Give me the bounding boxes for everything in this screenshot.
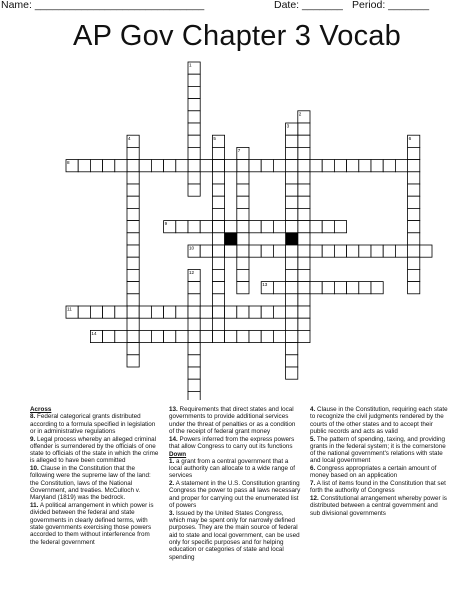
grid-cell[interactable] (127, 318, 139, 330)
grid-cell[interactable] (127, 257, 139, 269)
clue-across-10: 10. Clause in the Constitution that the following were the supreme law of the land: the Constitution, laws of the National Government, and treaties. McCulloch v. Maryland (1819) was the bedrock. (30, 465, 151, 502)
grid-cell[interactable] (408, 257, 420, 269)
clue-number-3: 3 (286, 123, 290, 129)
grid-cell[interactable] (225, 221, 237, 233)
grid-cell[interactable] (334, 245, 346, 257)
grid-cell[interactable] (188, 111, 200, 123)
grid-cell[interactable] (322, 282, 334, 294)
grid-cell[interactable] (212, 330, 224, 342)
grid-cell[interactable] (249, 245, 261, 257)
grid-cell[interactable] (127, 343, 139, 355)
grid-cell[interactable] (188, 135, 200, 147)
grid-cell[interactable] (286, 221, 298, 233)
clue-across-8: 8. Federal categorical grants distributed according to a formula specified in legislation or in administrative regulations (30, 413, 156, 435)
grid-cell[interactable] (237, 306, 249, 318)
grid-cell[interactable] (286, 367, 298, 379)
grid-cell[interactable] (322, 160, 334, 172)
grid-cell[interactable] (212, 208, 224, 220)
grid-cell[interactable] (90, 306, 102, 318)
grid-cell[interactable] (188, 355, 200, 367)
grid-cell[interactable] (237, 184, 249, 196)
grid-cell[interactable] (237, 221, 249, 233)
grid-cell[interactable] (176, 221, 188, 233)
grid-cell[interactable] (188, 99, 200, 111)
grid-cell[interactable] (286, 208, 298, 220)
grid-cell[interactable] (408, 196, 420, 208)
grid-cell[interactable] (151, 160, 163, 172)
grid-cell[interactable] (347, 245, 359, 257)
grid-cell[interactable] (212, 221, 224, 233)
across-heading: Across (30, 406, 52, 413)
grid-cell[interactable] (176, 160, 188, 172)
grid-cell[interactable] (298, 233, 310, 245)
grid-cell[interactable] (127, 147, 139, 159)
grid-cell[interactable] (237, 282, 249, 294)
clue-across-13: 13. Requirements that direct states and local governments to provide additional services under the threat of penalties or as a condition of the receipt of federal grant money (169, 406, 296, 435)
grid-cell[interactable] (188, 172, 200, 184)
grid-cell[interactable] (286, 184, 298, 196)
grid-cell[interactable] (310, 282, 322, 294)
grid-cell[interactable] (237, 172, 249, 184)
date-field[interactable]: Date: _______ (274, 0, 343, 11)
grid-cell[interactable] (395, 245, 407, 257)
clue-down-1: 1. a grant from a central government that a local authority can allocate to a wide range of services (169, 457, 296, 480)
grid-cell[interactable] (261, 160, 273, 172)
clue-across-9: 9. Legal process whereby an alleged criminal offender is surrendered by the officials of one state to officials of the state in which the crime is alleged to have been committed (30, 435, 159, 465)
grid-cell[interactable] (139, 306, 151, 318)
grid-cell[interactable] (273, 245, 285, 257)
grid-cell[interactable] (298, 282, 310, 294)
clue-number-12: 12 (189, 270, 195, 275)
grid-cell[interactable] (188, 74, 200, 86)
page-title: AP Gov Chapter 3 Vocab (73, 20, 401, 52)
grid-cell[interactable] (127, 330, 139, 342)
grid-cell[interactable] (127, 294, 139, 306)
grid-cell[interactable] (286, 269, 298, 281)
grid-cell[interactable] (334, 160, 346, 172)
grid-cell[interactable] (237, 330, 249, 342)
grid-cell[interactable] (200, 330, 212, 342)
grid-cell[interactable] (212, 269, 224, 281)
clue-number-10: 10 (189, 245, 195, 251)
clue-down-3: 3. Issued by the United States Congress, which may be spent only for narrowly defined purposes. They are the main source of federal aid to state and local government, can be used only for specific purposes and for helping education or categories of state and local spending (169, 509, 300, 561)
grid-cell[interactable] (334, 221, 346, 233)
grid-cell[interactable] (212, 306, 224, 318)
grid-cell[interactable] (212, 233, 224, 245)
grid-cell[interactable] (298, 318, 310, 330)
grid-cell[interactable] (188, 367, 200, 379)
grid-cell[interactable] (212, 196, 224, 208)
grid-cell[interactable] (408, 269, 420, 281)
grid-cell[interactable] (212, 318, 224, 330)
grid-cell[interactable] (322, 245, 334, 257)
grid-cell[interactable] (127, 355, 139, 367)
grid-cell[interactable] (200, 245, 212, 257)
clues-column-1 (30, 406, 160, 546)
grid-cell[interactable] (408, 208, 420, 220)
grid-cell[interactable] (188, 343, 200, 355)
grid-cell[interactable] (127, 172, 139, 184)
grid-cell[interactable] (310, 245, 322, 257)
grid-cell[interactable] (127, 196, 139, 208)
grid-cell[interactable] (273, 306, 285, 318)
grid-cell[interactable] (237, 245, 249, 257)
grid-cell[interactable] (286, 343, 298, 355)
grid-cell[interactable] (408, 184, 420, 196)
grid-cell[interactable] (188, 294, 200, 306)
grid-cell[interactable] (298, 294, 310, 306)
grid-cell[interactable] (359, 282, 371, 294)
grid-cell[interactable] (310, 221, 322, 233)
grid-cell[interactable] (261, 306, 273, 318)
grid-cell[interactable] (359, 245, 371, 257)
grid-cell[interactable] (298, 123, 310, 135)
grid-cell[interactable] (237, 269, 249, 281)
grid-cell[interactable] (408, 245, 420, 257)
grid-cell[interactable] (188, 306, 200, 318)
grid-cell[interactable] (103, 330, 115, 342)
grid-cell[interactable] (371, 245, 383, 257)
grid-cell[interactable] (127, 233, 139, 245)
grid-cell[interactable] (200, 221, 212, 233)
grid-cell[interactable] (286, 196, 298, 208)
grid-cell[interactable] (188, 86, 200, 98)
grid-cell[interactable] (212, 147, 224, 159)
grid-cell[interactable] (322, 221, 334, 233)
grid-cell[interactable] (298, 221, 310, 233)
period-field[interactable]: Period: _______ (352, 0, 430, 11)
grid-cell[interactable] (298, 172, 310, 184)
grid-cell[interactable] (176, 330, 188, 342)
grid-cell[interactable] (273, 221, 285, 233)
grid-cell[interactable] (261, 245, 273, 257)
grid-cell[interactable] (127, 269, 139, 281)
grid-cell[interactable] (286, 355, 298, 367)
grid-cell[interactable] (286, 257, 298, 269)
grid-cell[interactable] (261, 221, 273, 233)
grid-cell[interactable] (212, 160, 224, 172)
grid-cell[interactable] (200, 306, 212, 318)
grid-cell[interactable] (127, 221, 139, 233)
grid-cell[interactable] (359, 160, 371, 172)
grid-cell[interactable] (298, 135, 310, 147)
clue-down-7: 7. A list of items found in the Constitution that set forth the authority of Congress (310, 480, 446, 495)
grid-cell[interactable] (273, 160, 285, 172)
grid-cell[interactable] (286, 294, 298, 306)
grid-cell[interactable] (286, 160, 298, 172)
grid-cell[interactable] (188, 160, 200, 172)
grid-cell[interactable] (310, 160, 322, 172)
grid-cell[interactable] (298, 245, 310, 257)
name-field[interactable]: Name: _____________________________ (1, 0, 205, 11)
grid-cell[interactable] (298, 330, 310, 342)
grid-cell[interactable] (408, 172, 420, 184)
grid-cell[interactable] (298, 306, 310, 318)
grid-cell[interactable] (188, 221, 200, 233)
grid-cell[interactable] (188, 318, 200, 330)
grid-cell[interactable] (408, 147, 420, 159)
grid-cell[interactable] (408, 160, 420, 172)
grid-cell[interactable] (237, 160, 249, 172)
clue-number-14: 14 (91, 331, 97, 336)
grid-cell[interactable] (188, 147, 200, 159)
grid-cell[interactable] (139, 330, 151, 342)
clue-down-2: 2. A statement in the U.S. Constitution granting Congress the power to pass all laws necessary and proper for carrying out the enumerated list of powers (169, 480, 301, 510)
grid-cell[interactable] (225, 330, 237, 342)
grid-cell[interactable] (249, 306, 261, 318)
grid-cell[interactable] (408, 282, 420, 294)
grid-cell[interactable] (176, 306, 188, 318)
grid-cell[interactable] (371, 160, 383, 172)
grid-cell[interactable] (286, 282, 298, 294)
clue-number-6: 6 (408, 135, 412, 141)
grid-cell[interactable] (151, 306, 163, 318)
grid-cell[interactable] (420, 245, 432, 257)
clue-number-13: 13 (262, 282, 268, 288)
grid-cell[interactable] (90, 160, 102, 172)
grid-cell[interactable] (225, 160, 237, 172)
grid-cell[interactable] (212, 282, 224, 294)
clue-number-2: 2 (298, 111, 302, 117)
grid-cell[interactable] (249, 221, 261, 233)
clue-across-11: 11. A political arrangement in which power is divided between the federal and state governments in clearly defined terms, with state governments exercising those powers accorded to them without interference from the federal government (30, 502, 154, 546)
grid-cell[interactable] (286, 245, 298, 257)
grid-cell[interactable] (237, 233, 249, 245)
grid-cell[interactable] (127, 208, 139, 220)
grid-cell[interactable] (371, 282, 383, 294)
clue-number-5: 5 (213, 135, 216, 141)
clues-column-3 (310, 406, 448, 517)
grid-cell[interactable] (286, 172, 298, 184)
grid-cell[interactable] (78, 160, 90, 172)
down-heading: Down (169, 450, 187, 458)
grid-cell[interactable] (164, 306, 176, 318)
clue-across-14: 14. Powers inferred from the express powers that allow Congress to carry out its functions (169, 435, 295, 450)
grid-cell[interactable] (237, 208, 249, 220)
grid-cell[interactable] (103, 306, 115, 318)
grid-cell[interactable] (115, 306, 127, 318)
grid-cell[interactable] (383, 160, 395, 172)
grid-cell[interactable] (408, 221, 420, 233)
grid-cell[interactable] (212, 257, 224, 269)
grid-cell[interactable] (188, 379, 200, 391)
grid-cell[interactable] (127, 160, 139, 172)
grid-cell[interactable] (151, 330, 163, 342)
clue-down-5: 5. The pattern of spending, taxing, and providing grants in the federal system; it is the cornerstone of the national government's relations with state and local government (310, 435, 446, 465)
grid-cell[interactable] (225, 245, 237, 257)
grid-cell[interactable] (273, 282, 285, 294)
grid-cell[interactable] (188, 123, 200, 135)
clue-number-11: 11 (67, 306, 72, 312)
grid-cell[interactable] (249, 160, 261, 172)
grid-cell[interactable] (286, 135, 298, 147)
grid-cell[interactable] (139, 160, 151, 172)
grid-cell[interactable] (273, 330, 285, 342)
grid-cell[interactable] (237, 257, 249, 269)
grid-cell[interactable] (164, 160, 176, 172)
grid-cell[interactable] (212, 184, 224, 196)
grid-cell[interactable] (103, 160, 115, 172)
grid-cell[interactable] (127, 282, 139, 294)
grid-cell[interactable] (408, 233, 420, 245)
grid-cell[interactable] (127, 245, 139, 257)
grid-cell[interactable] (200, 160, 212, 172)
grid-cell[interactable] (188, 330, 200, 342)
grid-cell[interactable] (127, 306, 139, 318)
clue-number-4: 4 (128, 135, 131, 141)
grid-cell[interactable] (188, 391, 200, 400)
grid-block (225, 233, 237, 245)
clue-down-12: 12. Constitutional arrangement whereby power is distributed between a central government and sub divisional governments (310, 495, 447, 517)
grid-cell[interactable] (286, 306, 298, 318)
grid-cell[interactable] (383, 245, 395, 257)
grid-cell[interactable] (127, 184, 139, 196)
grid-cell[interactable] (298, 269, 310, 281)
clue-number-9: 9 (164, 221, 168, 227)
clues-column-2 (169, 406, 301, 561)
grid-cell[interactable] (298, 160, 310, 172)
grid-cell[interactable] (212, 245, 224, 257)
grid-cell[interactable] (115, 160, 127, 172)
clue-down-6: 6. Congress appropriates a certain amount of money based on an application (310, 465, 437, 480)
grid-cell[interactable] (395, 160, 407, 172)
grid-cell[interactable] (347, 160, 359, 172)
grid-cell[interactable] (298, 208, 310, 220)
grid-cell[interactable] (188, 282, 200, 294)
grid-cell[interactable] (286, 330, 298, 342)
grid-cell[interactable] (298, 184, 310, 196)
grid-cell[interactable] (286, 318, 298, 330)
grid-cell[interactable] (261, 330, 273, 342)
grid-cell[interactable] (164, 330, 176, 342)
grid-cell[interactable] (334, 282, 346, 294)
grid-cell[interactable] (298, 147, 310, 159)
grid-cell[interactable] (188, 184, 200, 196)
grid-cell[interactable] (286, 147, 298, 159)
clue-number-7: 7 (237, 148, 241, 153)
grid-cell[interactable] (115, 330, 127, 342)
grid-cell[interactable] (237, 196, 249, 208)
grid-cell[interactable] (78, 306, 90, 318)
grid-cell[interactable] (298, 196, 310, 208)
clue-number-1: 1 (189, 62, 192, 68)
grid-cell[interactable] (212, 294, 224, 306)
grid-cell[interactable] (225, 306, 237, 318)
grid-cell[interactable] (212, 172, 224, 184)
grid-block (286, 233, 298, 245)
grid-cell[interactable] (347, 282, 359, 294)
clue-number-8: 8 (67, 160, 70, 166)
grid-cell[interactable] (249, 330, 261, 342)
grid-cell[interactable] (298, 257, 310, 269)
clue-down-4: 4. Clause in the Constitution, requiring each state to recognize the civil judgments rendered by the courts of the other states and to accept their public records and acts as valid (310, 406, 448, 435)
